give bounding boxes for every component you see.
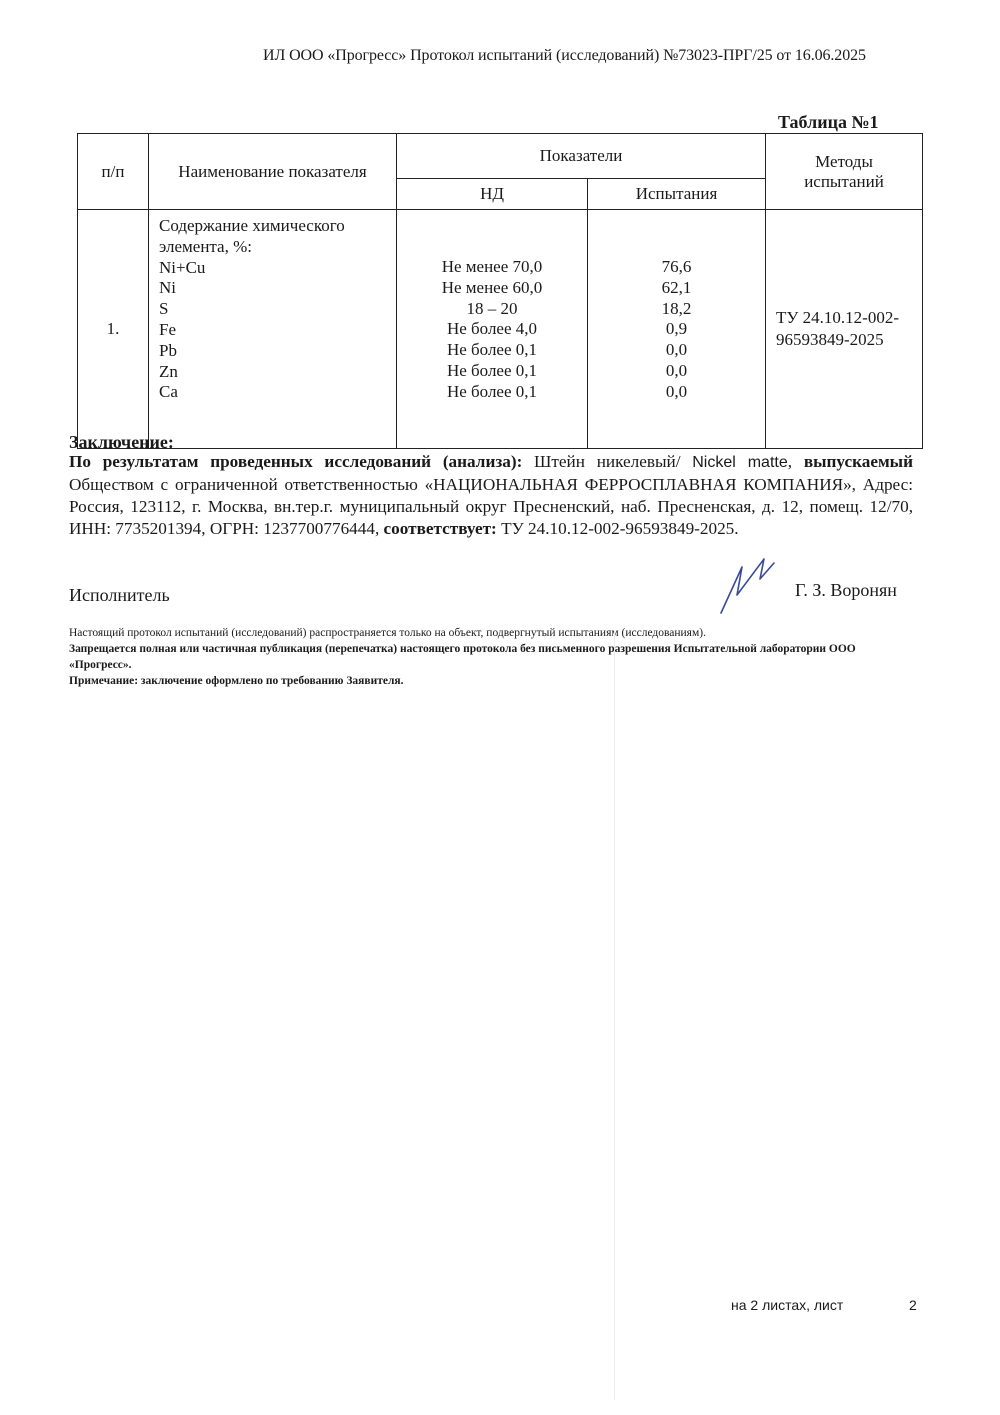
protocol-notes: [69, 625, 919, 689]
nd-value: Не более 4,0: [446, 319, 538, 339]
table-caption: Таблица №1: [778, 112, 879, 132]
page-divider: [614, 630, 615, 1400]
nd-value: Не более 0,1: [446, 360, 538, 380]
nd-value: Не менее 70,0: [441, 257, 543, 276]
element-label: Ni+Cu: [159, 257, 206, 277]
note-publication: Запрещается полная или частичная публикация (перепечатка) настоящего протокола без письменного разрешения Испытательной лаборатории ООО «Прогресс».: [69, 643, 856, 671]
results-table: [77, 133, 923, 449]
test-value: 62,1: [661, 277, 692, 297]
element-label: Pb: [159, 340, 177, 360]
header-name: Наименование показателя: [149, 134, 397, 210]
protocol-header: ИЛ ООО «Прогресс» Протокол испытаний (исследований) №73023-ПРГ/25 от 16.06.2025: [263, 47, 866, 64]
page-counter: на 2 листах, лист: [731, 1297, 844, 1313]
element-label: Ca: [159, 382, 178, 402]
page-number: 2: [909, 1297, 917, 1313]
nd-value: Не более 0,1: [446, 381, 538, 401]
nd-values: [397, 210, 588, 449]
header-methods-line1: Методы: [815, 151, 873, 171]
conclusion-released: выпускаемый: [803, 452, 914, 471]
conclusion-org: Обществом с ограниченной ответственностью «НАЦИОНАЛЬНАЯ ФЕРРОСПЛАВНАЯ КОМПАНИЯ», Адрес: Россия, 123112, г. Москва, вн.тер.г. муниципальный округ Пресненский, наб. Пресненская, д. 12, помещ. 12/70, ИНН: 7735201394, ОГРН: 1237700776444,: [69, 475, 913, 538]
nd-value: Не более 0,1: [446, 340, 538, 360]
header-nd: НД: [397, 179, 588, 210]
row-number: 1.: [78, 210, 149, 449]
conclusion-body: [69, 451, 913, 540]
test-value: 18,2: [661, 298, 692, 318]
method-cell: [766, 210, 923, 449]
conclusion-complies: соответствует:: [383, 519, 497, 538]
header-methods-line2: испытаний: [804, 171, 884, 191]
test-value: 0,0: [665, 360, 688, 380]
note-remark: Примечание: заключение оформлено по требованию Заявителя.: [69, 675, 404, 687]
element-label: S: [159, 299, 169, 319]
header-methods: [766, 134, 923, 210]
test-value: 0,9: [665, 319, 688, 339]
header-test: Испытания: [588, 179, 766, 210]
conclusion-product-en: Nickel matte: [692, 454, 788, 471]
conclusion-product: Штейн никелевый/: [522, 452, 693, 471]
executor-name: Г. З. Воронян: [795, 580, 897, 600]
note-scope: Настоящий протокол испытаний (исследований) распространяется только на объект, подвергнутый испытаниям (исследованиям).: [69, 627, 706, 639]
conclusion-separator: ,: [787, 452, 804, 471]
signature: [712, 553, 782, 615]
element-label: Ni: [159, 278, 176, 298]
header-indicators: Показатели: [397, 134, 766, 179]
header-num: п/п: [78, 134, 149, 210]
table-row: [78, 210, 923, 449]
test-value: 0,0: [665, 340, 688, 360]
conclusion-title: Заключение:: [69, 432, 174, 452]
conclusion-spec: ТУ 24.10.12-002-96593849-2025.: [496, 519, 739, 538]
test-values: [588, 210, 766, 449]
method-line2: 96593849-2025: [776, 330, 884, 349]
element-label: Zn: [159, 361, 178, 381]
method-line1: ТУ 24.10.12-002-: [776, 308, 900, 327]
test-value: 76,6: [661, 257, 692, 276]
executor-label: Исполнитель: [69, 585, 170, 605]
nd-value: 18 – 20: [466, 298, 518, 318]
nd-value: Не менее 60,0: [441, 277, 543, 297]
test-value: 0,0: [665, 381, 688, 401]
conclusion-lead: По результатам проведенных исследований (анализа):: [69, 452, 523, 471]
element-label: Fe: [159, 319, 176, 339]
row-name-line1: Содержание химического: [159, 216, 345, 235]
row-name: [149, 210, 397, 449]
row-name-line2: элемента, %:: [159, 236, 252, 256]
